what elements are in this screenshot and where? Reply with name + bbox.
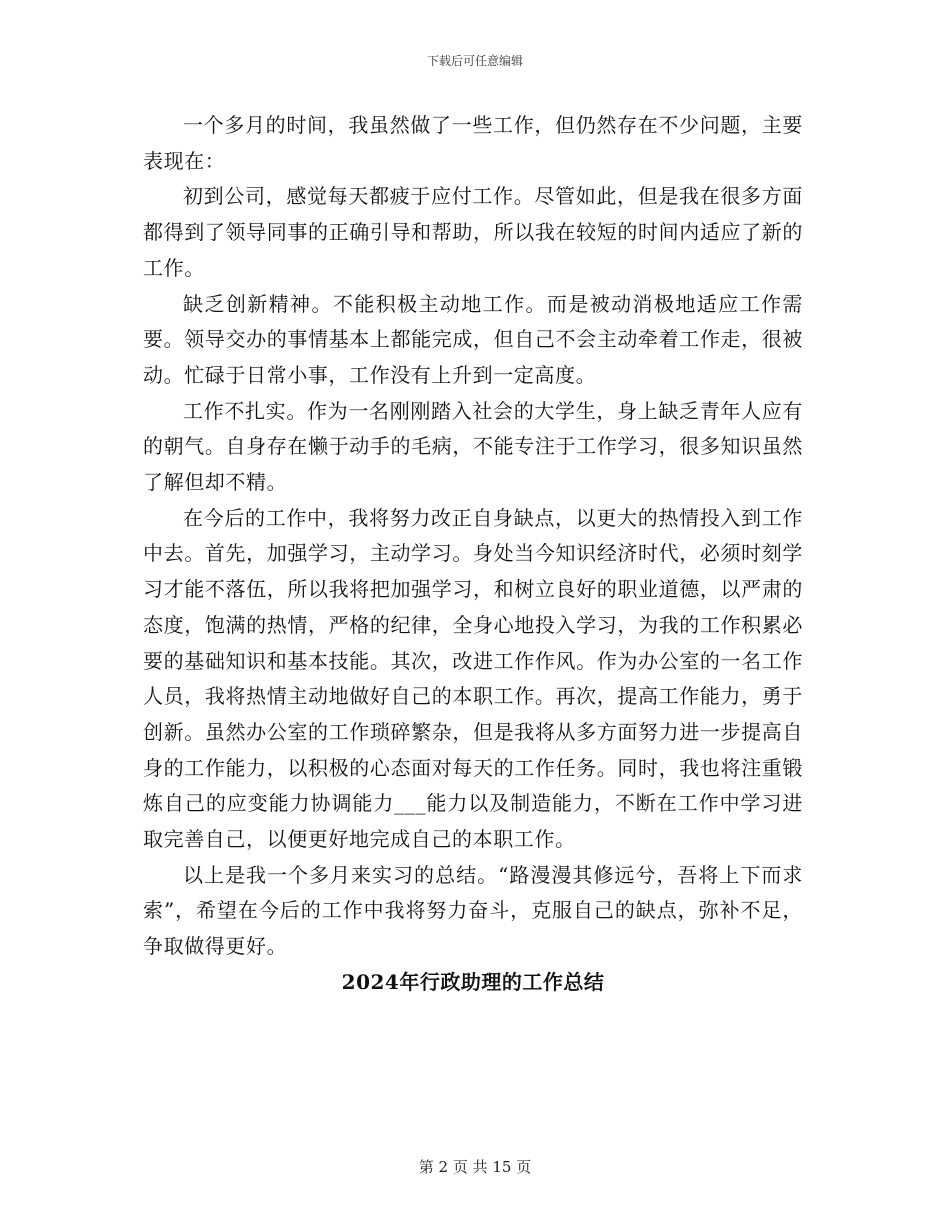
paragraph-future-plan: 在今后的工作中，我将努力改正自身缺点，以更大的热情投入到工作中去。首先，加强学习，主动学习。身处当今知识经济时代，必须时刻学习才能不落伍，所以我将把加强学习，和树立良好的职业道德，以严肃的态度，饱满的热情，严格的纪律，全身心地投入学习，为我的工作积累必要的基础知识和基本技能。其次，改进工作作风。作为办公室的一名工作人员，我将热情主动地做好自己的本职工作。再次，提高工作能力，勇于创新。虽然办公室的工作琐碎繁杂，但是我将从多方面努力进一步提高自身的工作能力，以积极的心态面对每天的工作任务。同时，我也将注重锻炼自己的应变能力协调能力___能力以及制造能力，不断在工作中学习进取完善自己，以便更好地完成自己的本职工作。	[143, 505, 803, 852]
paragraph-issues-intro: 一个多月的时间，我虽然做了一些工作，但仍然存在不少问题，主要表现在：	[143, 113, 803, 173]
page-number: 第 2 页 共 15 页	[418, 1158, 532, 1176]
document-body	[143, 108, 803, 1000]
paragraph-conclusion: 以上是我一个多月来实习的总结。“路漫漫其修远兮，吾将上下而求索”，希望在今后的工作中我将努力奋斗，克服自己的缺点，弥补不足，争取做得更好。	[143, 862, 803, 959]
paragraph-not-solid: 工作不扎实。作为一名刚刚踏入社会的大学生，身上缺乏青年人应有的朝气。自身存在懒于动手的毛病，不能专注于工作学习，很多知识虽然了解但却不精。	[143, 398, 803, 495]
next-section-title: 2024年行政助理的工作总结	[341, 969, 605, 994]
paragraph-lack-innovation: 缺乏创新精神。不能积极主动地工作。而是被动消极地适应工作需要。领导交办的事情基本上都能完成，但自己不会主动牵着工作走，很被动。忙碌于日常小事，工作没有上升到一定高度。	[143, 291, 803, 387]
header-note: 下载后可任意编辑	[426, 54, 523, 68]
paragraph-first-days: 初到公司，感觉每天都疲于应付工作。尽管如此，但是我在很多方面都得到了领导同事的正确引导和帮助，所以我在较短的时间内适应了新的工作。	[143, 184, 803, 280]
